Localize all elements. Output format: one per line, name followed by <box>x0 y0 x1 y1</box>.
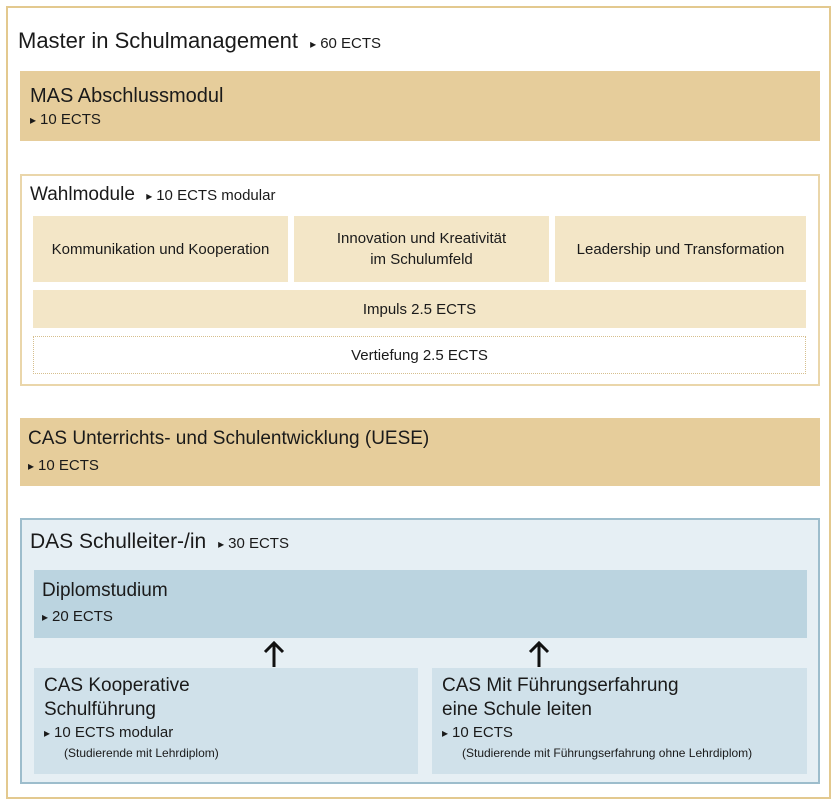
das-ects-value: 30 ECTS <box>228 535 289 552</box>
cas-fuehrung-ects <box>442 724 513 741</box>
wahlmodule-ects-value: 10 ECTS modular <box>156 187 276 204</box>
das-title <box>30 530 289 554</box>
diplomstudium-block <box>34 570 807 638</box>
mas-title: MAS Abschlussmodul <box>30 85 224 107</box>
das-box <box>20 518 820 784</box>
arrow-up-icon <box>262 640 286 668</box>
module-leadership: Leadership und Transformation <box>555 216 806 282</box>
module-innovation: Innovation und Kreativität im Schulumfeld <box>294 216 549 282</box>
das-title-text: DAS Schulleiter-/in <box>30 530 207 553</box>
cas-kooperative-block <box>34 668 418 774</box>
wahlmodule-box <box>20 174 820 386</box>
mas-ects-value: 10 ECTS <box>40 111 101 128</box>
triangle-icon: ▸ <box>310 37 317 51</box>
cas-koop-title: CAS Kooperative Schulführung <box>44 675 190 720</box>
cas-uese-ects-value: 10 ECTS <box>38 457 99 474</box>
module-kommunikation: Kommunikation und Kooperation <box>33 216 288 282</box>
diplom-title: Diplomstudium <box>42 580 168 601</box>
wahlmodule-title-text: Wahlmodule <box>30 184 135 205</box>
triangle-icon: ▸ <box>44 726 51 740</box>
cas-fuehrung-note: (Studierende mit Führungserfahrung ohne Lehrdiplom) <box>462 746 753 760</box>
mas-module <box>20 71 820 141</box>
main-title: Master in Schulmanagement <box>18 28 299 53</box>
mas-ects <box>30 111 101 128</box>
cas-fuehrung-title: CAS Mit Führungserfahrung eine Schule leiten <box>442 675 679 720</box>
cas-koop-note: (Studierende mit Lehrdiplom) <box>64 746 219 760</box>
arrow-up-icon <box>527 640 551 668</box>
diplom-ects-value: 20 ECTS <box>52 608 113 625</box>
page-title <box>18 28 381 54</box>
impuls-bar: Impuls 2.5 ECTS <box>33 290 806 328</box>
vertiefung-bar: Vertiefung 2.5 ECTS <box>33 336 806 374</box>
triangle-icon: ▸ <box>28 459 35 473</box>
triangle-icon: ▸ <box>218 537 225 551</box>
cas-koop-ects-value: 10 ECTS modular <box>54 724 174 741</box>
triangle-icon: ▸ <box>30 113 37 127</box>
main-ects-value: 60 ECTS <box>320 35 382 52</box>
triangle-icon: ▸ <box>442 726 449 740</box>
diplom-ects <box>42 608 113 625</box>
cas-koop-ects <box>44 724 173 741</box>
cas-uese-ects <box>28 457 99 474</box>
main-ects <box>310 35 381 52</box>
wahlmodule-ects <box>146 187 275 204</box>
triangle-icon: ▸ <box>146 189 153 203</box>
das-ects <box>218 535 289 552</box>
cas-fuehrung-ects-value: 10 ECTS <box>452 724 513 741</box>
wahlmodule-title <box>30 184 275 206</box>
cas-fuehrung-block <box>432 668 807 774</box>
cas-uese-title: CAS Unterrichts- und Schulentwicklung (UESE) <box>28 428 430 449</box>
cas-uese-module <box>20 418 820 486</box>
triangle-icon: ▸ <box>42 610 49 624</box>
